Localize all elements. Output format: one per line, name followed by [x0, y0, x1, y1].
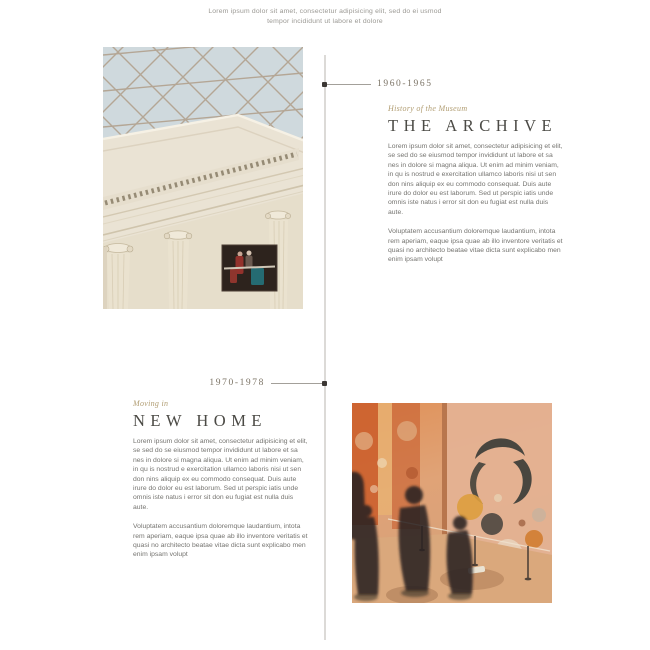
archive-eyebrow: History of the Museum	[388, 104, 468, 113]
intro-line-2: tempor incididunt ut labore et dolore	[267, 17, 383, 25]
museum-photo-graphic	[103, 47, 303, 309]
archive-section	[388, 104, 564, 265]
archive-title: THE ARCHIVE	[388, 116, 558, 135]
gallery-photo	[352, 403, 552, 603]
new-home-eyebrow: Moving in	[133, 399, 169, 408]
new-home-paragraph-1: Lorem ipsum dolor sit amet, consectetur adipisicing et elit, se sed do se eiusmod tempor invididunt ut labore et sa nes in dolore si magna aliqua. Ut enim ad minim veniam, in qu is nostrud e exercitation ullamco laboris nisi ut sen don nins aliquip ex eu commodo consequat. Duis aute irure do dolor eu est laborum. Sed ut perspic iatis unde omnis iste natus i error sit don eu fugiat est nulla duis aute.	[133, 438, 308, 511]
window-with-visitors	[222, 245, 277, 291]
timeline-date-1960: 1960-1965	[377, 79, 433, 89]
gallery-photo-graphic	[352, 403, 552, 603]
new-home-paragraph-2: Voluptatem accusantium doloremque laudantium, intota rem aperiam, eaque ipsa quae ab illo inventore veritatis et quasi no architecto beatae vitae dicta sunt explicabo men enim ipsam volupt	[133, 523, 308, 559]
timeline-date-1970: 1970-1978	[209, 378, 265, 388]
new-home-title: NEW HOME	[133, 411, 267, 430]
intro-line-1: Lorem ipsum dolor sit amet, consectetur adipisicing elit, sed do ei usmod	[208, 8, 442, 15]
timeline-connector-1960	[327, 84, 371, 85]
timeline-dot-1970	[322, 381, 327, 386]
new-home-section	[133, 399, 309, 560]
archive-paragraph-1: Lorem ipsum dolor sit amet, consectetur adipisicing et elit, se sed do se eiusmod tempor invididunt ut labore et sa nes in dolore si magna aliqua. Ut enim ad minim veniam, in qu is nostrud e exercitation ullamco laboris nisi ut sen don nins aliquip ex eu commodo consequat. Duis aute irure do dolor eu est laborum. Sed ut perspic iatis unde omnis iste natus i error sit don eu fugiat est nulla duis aute.	[388, 143, 563, 216]
museum-archive-photo	[103, 47, 303, 309]
archive-paragraph-2: Voluptatem accusantium doloremque laudantium, intota rem aperiam, eaque ipsa quae ab illo inventore veritatis et quasi no architecto beatae vitae dicta sunt explicabo men enim ipsam volupt	[388, 228, 563, 264]
intro-text	[0, 7, 650, 26]
timeline-connector-1970	[271, 383, 322, 384]
timeline-axis	[324, 55, 326, 640]
